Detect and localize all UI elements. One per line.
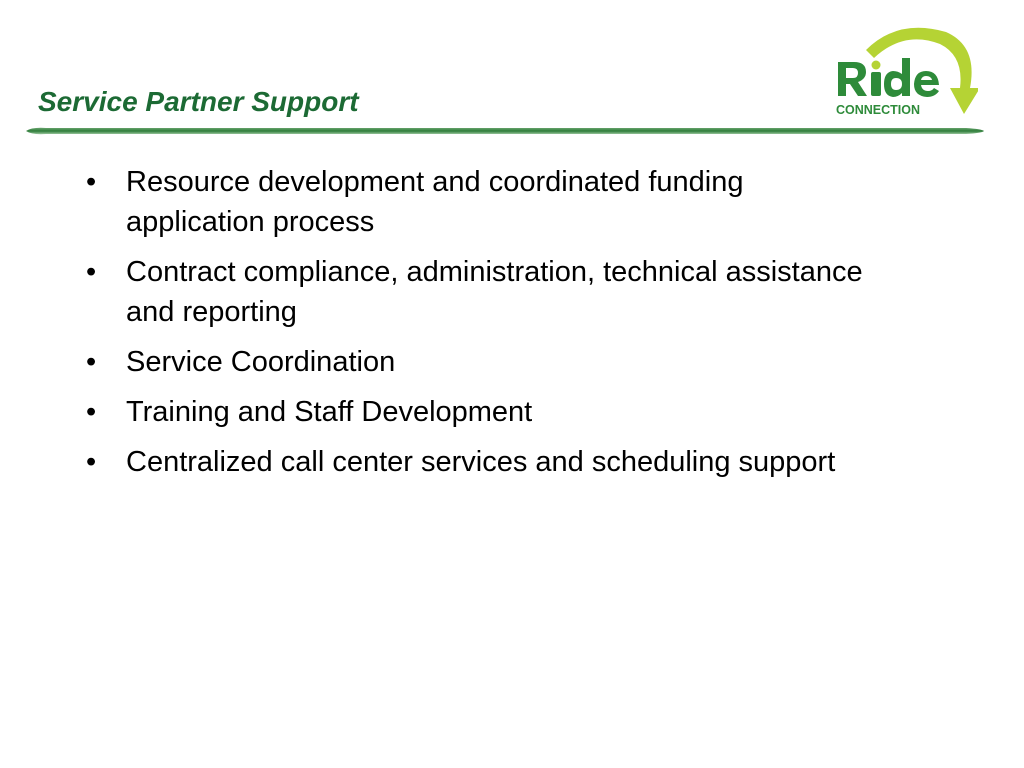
logo-letter-i: [871, 72, 881, 96]
bullet-item: [86, 162, 886, 242]
bullet-marker: •: [86, 396, 97, 428]
bullet-item: [86, 342, 886, 382]
bullet-marker: •: [86, 346, 97, 378]
bullet-text: Service Coordination: [126, 346, 396, 378]
bullet-marker: •: [86, 256, 97, 288]
logo-swoosh-arc: [866, 28, 978, 114]
bullet-item: [86, 392, 886, 432]
bullet-text: Resource development and coordinated funding application process: [126, 166, 744, 238]
ride-connection-logo: [828, 22, 978, 122]
title-underline-rule: [26, 126, 984, 136]
bullet-text: Training and Staff Development: [126, 396, 533, 428]
bullet-text: Contract compliance, administration, technical assistance and reporting: [126, 256, 863, 328]
logo-letter-d: [884, 58, 910, 97]
bullet-item: [86, 252, 886, 332]
bullet-text: Centralized call center services and scheduling support: [126, 446, 836, 478]
logo-letter-r: [838, 62, 867, 96]
logo-letter-e: [914, 71, 939, 97]
bullet-item: [86, 442, 886, 482]
logo-person-head: [872, 61, 881, 70]
bullet-list: [86, 162, 886, 492]
bullet-marker: •: [86, 166, 97, 198]
bullet-marker: •: [86, 446, 97, 478]
logo-subtitle: CONNECTION: [836, 103, 921, 117]
slide-title: Service Partner Support: [38, 86, 359, 117]
